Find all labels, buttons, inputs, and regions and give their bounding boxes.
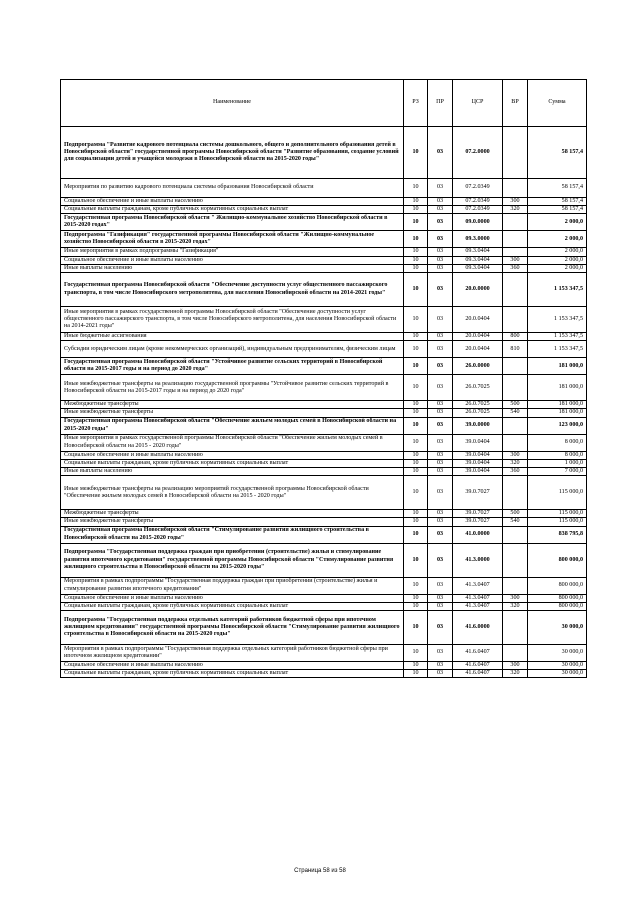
cell-csr: 39.0.0000 — [453, 417, 503, 434]
cell-sum: 838 795,8 — [528, 526, 587, 543]
cell-rz: 10 — [404, 273, 428, 307]
cell-csr: 07.2.0349 — [453, 198, 503, 206]
cell-rz: 10 — [404, 468, 428, 476]
cell-rz: 10 — [404, 375, 428, 401]
cell-vr — [503, 179, 528, 198]
cell-name: Иные межбюджетные трансферты на реализацию мероприятий государственной программы Новосибирской области "Обеспечение жильем молодых семей в Новосибирской области на 2015 - 2020 годы" — [61, 476, 404, 510]
cell-name: Межбюджетные трансферты — [61, 401, 404, 409]
cell-rz: 10 — [404, 307, 428, 333]
cell-csr: 07.2.0000 — [453, 127, 503, 179]
cell-vr — [503, 417, 528, 434]
cell-sum: 2 000,0 — [528, 248, 587, 256]
cell-rz: 10 — [404, 434, 428, 451]
cell-pr: 03 — [428, 127, 453, 179]
cell-pr: 03 — [428, 670, 453, 678]
budget-table — [60, 79, 587, 678]
cell-sum: 58 157,4 — [528, 206, 587, 214]
table-row — [61, 256, 587, 264]
table-row — [61, 214, 587, 231]
cell-pr: 03 — [428, 543, 453, 577]
cell-sum: 2 000,0 — [528, 264, 587, 272]
cell-csr: 20.0.0000 — [453, 273, 503, 307]
table-row — [61, 577, 587, 594]
header-csr: ЦСР — [453, 80, 503, 127]
cell-rz: 10 — [404, 670, 428, 678]
cell-sum: 115 000,0 — [528, 510, 587, 518]
cell-vr: 300 — [503, 451, 528, 459]
cell-pr: 03 — [428, 375, 453, 401]
header-rz: РЗ — [404, 80, 428, 127]
cell-rz: 10 — [404, 662, 428, 670]
table-row — [61, 198, 587, 206]
table-header-row — [61, 80, 587, 127]
table-row — [61, 401, 587, 409]
table-row — [61, 476, 587, 510]
table-row — [61, 179, 587, 198]
cell-pr: 03 — [428, 577, 453, 594]
cell-sum: 1 000,0 — [528, 459, 587, 467]
cell-name: Межбюджетные трансферты — [61, 510, 404, 518]
cell-csr: 39.0.0404 — [453, 468, 503, 476]
cell-pr: 03 — [428, 206, 453, 214]
cell-csr: 26.0.7025 — [453, 401, 503, 409]
cell-name: Иные мероприятия в рамках государственной программы Новосибирской области "Обеспечение жильем молодых семей в Новосибирской области на 2015 - 2020 годы" — [61, 434, 404, 451]
cell-csr: 41.3.0407 — [453, 577, 503, 594]
cell-vr: 540 — [503, 409, 528, 417]
cell-pr: 03 — [428, 451, 453, 459]
table-row — [61, 594, 587, 602]
cell-sum: 1 153 347,5 — [528, 341, 587, 358]
table-row — [61, 662, 587, 670]
cell-rz: 10 — [404, 206, 428, 214]
cell-name: Мероприятия в рамках подпрограммы "Государственная поддержка отдельных категорий работников бюджетной сферы при ипотечном жилищном кредитовании" — [61, 645, 404, 662]
cell-vr: 500 — [503, 510, 528, 518]
cell-sum: 8 000,0 — [528, 451, 587, 459]
table-row — [61, 434, 587, 451]
cell-vr: 320 — [503, 670, 528, 678]
cell-name: Государственная программа Новосибирской области "Обеспечение жильем молодых семей в Новосибирской области на 2015-2020 годы" — [61, 417, 404, 434]
cell-rz: 10 — [404, 264, 428, 272]
cell-sum: 181 000,0 — [528, 358, 587, 375]
cell-vr: 300 — [503, 594, 528, 602]
cell-rz: 10 — [404, 543, 428, 577]
table-row — [61, 273, 587, 307]
cell-vr: 810 — [503, 341, 528, 358]
table-row — [61, 358, 587, 375]
table-row — [61, 510, 587, 518]
cell-rz: 10 — [404, 179, 428, 198]
cell-rz: 10 — [404, 358, 428, 375]
cell-csr: 26.0.7025 — [453, 375, 503, 401]
cell-vr — [503, 307, 528, 333]
cell-csr: 41.3.0407 — [453, 594, 503, 602]
cell-csr: 39.0.0404 — [453, 451, 503, 459]
cell-name: Социальные выплаты гражданам, кроме публичных нормативных социальных выплат — [61, 670, 404, 678]
cell-name: Государственная программа Новосибирской области "Устойчивое развитие сельских территорий в Новосибирской области на 2015-2017 годы и на период до 2020 года" — [61, 358, 404, 375]
cell-vr — [503, 273, 528, 307]
cell-sum: 115 000,0 — [528, 476, 587, 510]
cell-sum: 30 000,0 — [528, 662, 587, 670]
cell-pr: 03 — [428, 468, 453, 476]
cell-csr: 39.0.7027 — [453, 518, 503, 526]
cell-csr: 09.3.0000 — [453, 231, 503, 248]
cell-csr: 07.2.0349 — [453, 206, 503, 214]
cell-rz: 10 — [404, 417, 428, 434]
cell-csr: 41.6.0407 — [453, 662, 503, 670]
table-row — [61, 307, 587, 333]
cell-name: Социальное обеспечение и иные выплаты населению — [61, 451, 404, 459]
cell-sum: 800 000,0 — [528, 543, 587, 577]
table-row — [61, 468, 587, 476]
cell-pr: 03 — [428, 264, 453, 272]
cell-name: Иные бюджетные ассигнования — [61, 333, 404, 341]
cell-name: Иные межбюджетные трансферты — [61, 409, 404, 417]
table-row — [61, 670, 587, 678]
cell-rz: 10 — [404, 341, 428, 358]
cell-rz: 10 — [404, 214, 428, 231]
cell-name: Социальные выплаты гражданам, кроме публичных нормативных социальных выплат — [61, 459, 404, 467]
cell-name: Мероприятия по развитию кадрового потенциала системы образования Новосибирской области — [61, 179, 404, 198]
cell-vr: 320 — [503, 602, 528, 610]
table-row — [61, 543, 587, 577]
cell-pr: 03 — [428, 179, 453, 198]
cell-csr: 41.6.0407 — [453, 670, 503, 678]
cell-csr: 39.0.7027 — [453, 476, 503, 510]
cell-pr: 03 — [428, 214, 453, 231]
cell-rz: 10 — [404, 526, 428, 543]
cell-rz: 10 — [404, 459, 428, 467]
cell-csr: 09.0.0000 — [453, 214, 503, 231]
cell-pr: 03 — [428, 273, 453, 307]
cell-pr: 03 — [428, 341, 453, 358]
cell-vr: 540 — [503, 518, 528, 526]
table-row — [61, 518, 587, 526]
cell-vr — [503, 231, 528, 248]
cell-sum: 181 000,0 — [528, 375, 587, 401]
cell-name: Социальное обеспечение и иные выплаты населению — [61, 662, 404, 670]
table-row — [61, 206, 587, 214]
cell-csr: 20.0.0404 — [453, 307, 503, 333]
cell-pr: 03 — [428, 662, 453, 670]
cell-name: Социальное обеспечение и иные выплаты населению — [61, 198, 404, 206]
cell-csr: 20.0.0404 — [453, 333, 503, 341]
cell-vr: 300 — [503, 662, 528, 670]
cell-csr: 09.3.0404 — [453, 264, 503, 272]
table-row — [61, 417, 587, 434]
cell-sum: 2 000,0 — [528, 256, 587, 264]
table-row — [61, 645, 587, 662]
cell-rz: 10 — [404, 248, 428, 256]
header-sum: Сумма — [528, 80, 587, 127]
cell-vr: 320 — [503, 206, 528, 214]
cell-name: Подпрограмма "Государственная поддержка отдельных категорий работников бюджетной сферы при ипотечном жилищном кредитовании" государственной программы Новосибирской области "Стимулирование развития жилищного строительства в Новосибирской области на 2015-2020 годы" — [61, 611, 404, 645]
cell-pr: 03 — [428, 459, 453, 467]
cell-vr — [503, 358, 528, 375]
cell-pr: 03 — [428, 248, 453, 256]
table-row — [61, 409, 587, 417]
cell-rz: 10 — [404, 256, 428, 264]
cell-name: Государственная программа Новосибирской области " Жилищно-коммунальное хозяйство Новосибирской области в 2015-2020 годах" — [61, 214, 404, 231]
cell-csr: 39.0.0404 — [453, 459, 503, 467]
cell-sum: 1 153 347,5 — [528, 333, 587, 341]
cell-rz: 10 — [404, 451, 428, 459]
cell-name: Иные мероприятия в рамках подпрограммы "Газификация" — [61, 248, 404, 256]
cell-name: Социальное обеспечение и иные выплаты населению — [61, 256, 404, 264]
cell-vr: 320 — [503, 459, 528, 467]
cell-sum: 30 000,0 — [528, 611, 587, 645]
cell-csr: 39.0.7027 — [453, 510, 503, 518]
header-name: Наименование — [61, 80, 404, 127]
cell-pr: 03 — [428, 256, 453, 264]
cell-name: Иные межбюджетные трансферты на реализацию государственной программы "Устойчивое развитие сельских территорий в Новосибирской области на 2015-2017 годы и на период до 2020 года" — [61, 375, 404, 401]
cell-vr: 800 — [503, 333, 528, 341]
cell-pr: 03 — [428, 602, 453, 610]
cell-name: Подпрограмма "Развитие кадрового потенциала системы дошкольного, общего и дополнительного образования детей в Новосибирской области" государственной программы Новосибирской области "Развитие образования, создание условий для социализации детей и учащейся молодежи в Новосибирской области на 2015-2020 годы" — [61, 127, 404, 179]
cell-sum: 800 000,0 — [528, 577, 587, 594]
cell-csr: 41.3.0000 — [453, 543, 503, 577]
cell-sum: 58 157,4 — [528, 198, 587, 206]
cell-sum: 1 153 347,5 — [528, 273, 587, 307]
cell-name: Иные мероприятия в рамках государственной программы Новосибирской области "Обеспечение доступности услуг общественного пассажирского транспорта, в том числе Новосибирского метрополитена, для населения Новосибирской области на 2014-2021 годы" — [61, 307, 404, 333]
cell-pr: 03 — [428, 198, 453, 206]
cell-pr: 03 — [428, 358, 453, 375]
cell-name: Социальное обеспечение и иные выплаты населению — [61, 594, 404, 602]
cell-vr — [503, 434, 528, 451]
header-vr: ВР — [503, 80, 528, 127]
cell-vr: 360 — [503, 468, 528, 476]
cell-csr: 26.0.0000 — [453, 358, 503, 375]
cell-rz: 10 — [404, 476, 428, 510]
table-row — [61, 127, 587, 179]
cell-sum: 800 000,0 — [528, 594, 587, 602]
table-body — [61, 127, 587, 678]
cell-sum: 115 000,0 — [528, 518, 587, 526]
cell-sum: 8 000,0 — [528, 434, 587, 451]
cell-rz: 10 — [404, 577, 428, 594]
cell-rz: 10 — [404, 510, 428, 518]
cell-csr: 07.2.0349 — [453, 179, 503, 198]
cell-name: Социальные выплаты гражданам, кроме публичных нормативных социальных выплат — [61, 602, 404, 610]
cell-pr: 03 — [428, 518, 453, 526]
cell-name: Иные выплаты населению — [61, 468, 404, 476]
cell-sum: 2 000,0 — [528, 214, 587, 231]
table-row — [61, 602, 587, 610]
cell-vr: 360 — [503, 264, 528, 272]
cell-csr: 26.0.7025 — [453, 409, 503, 417]
cell-pr: 03 — [428, 409, 453, 417]
cell-rz: 10 — [404, 594, 428, 602]
cell-rz: 10 — [404, 518, 428, 526]
cell-csr: 09.3.0404 — [453, 248, 503, 256]
cell-name: Государственная программа Новосибирской области "Стимулирование развития жилищного строительства в Новосибирской области на 2015-2020 годы" — [61, 526, 404, 543]
cell-vr — [503, 611, 528, 645]
cell-sum: 1 153 347,5 — [528, 307, 587, 333]
cell-sum: 58 157,4 — [528, 127, 587, 179]
cell-vr: 300 — [503, 198, 528, 206]
cell-vr — [503, 248, 528, 256]
cell-pr: 03 — [428, 434, 453, 451]
table-row — [61, 333, 587, 341]
cell-vr — [503, 476, 528, 510]
cell-pr: 03 — [428, 333, 453, 341]
cell-pr: 03 — [428, 417, 453, 434]
cell-rz: 10 — [404, 401, 428, 409]
table-row — [61, 459, 587, 467]
table-row — [61, 248, 587, 256]
table-row — [61, 231, 587, 248]
cell-name: Иные выплаты населению — [61, 264, 404, 272]
cell-pr: 03 — [428, 645, 453, 662]
cell-sum: 181 000,0 — [528, 401, 587, 409]
cell-pr: 03 — [428, 510, 453, 518]
cell-sum: 800 000,0 — [528, 602, 587, 610]
cell-sum: 123 000,0 — [528, 417, 587, 434]
cell-rz: 10 — [404, 333, 428, 341]
cell-csr: 41.6.0000 — [453, 611, 503, 645]
cell-pr: 03 — [428, 307, 453, 333]
cell-sum: 30 000,0 — [528, 670, 587, 678]
cell-vr — [503, 214, 528, 231]
cell-sum: 7 000,0 — [528, 468, 587, 476]
cell-pr: 03 — [428, 476, 453, 510]
cell-csr: 41.0.0000 — [453, 526, 503, 543]
cell-sum: 2 000,0 — [528, 231, 587, 248]
table-row — [61, 341, 587, 358]
cell-csr: 39.0.0404 — [453, 434, 503, 451]
cell-sum: 58 157,4 — [528, 179, 587, 198]
cell-pr: 03 — [428, 526, 453, 543]
cell-rz: 10 — [404, 602, 428, 610]
cell-name: Иные межбюджетные трансферты — [61, 518, 404, 526]
cell-vr — [503, 127, 528, 179]
cell-pr: 03 — [428, 594, 453, 602]
cell-name: Подпрограмма "Государственная поддержка граждан при приобретении (строительстве) жилья и стимулирование развития ипотечного кредитования" государственной программы Новосибирской области "Стимулирование развития жилищного строительства в Новосибирской области на 2015-2020 годы" — [61, 543, 404, 577]
cell-rz: 10 — [404, 231, 428, 248]
cell-name: Подпрограмма "Газификация" государственной программы Новосибирской области "Жилищно-коммунальное хозяйство Новосибирской области в 2015-2020 годах" — [61, 231, 404, 248]
cell-pr: 03 — [428, 401, 453, 409]
cell-vr — [503, 375, 528, 401]
cell-name: Государственная программа Новосибирской области "Обеспечение доступности услуг общественного пассажирского транспорта, в том числе Новосибирского метрополитена, для населения Новосибирской области на 2014-2021 годы" — [61, 273, 404, 307]
table-row — [61, 526, 587, 543]
cell-rz: 10 — [404, 409, 428, 417]
cell-sum: 181 000,0 — [528, 409, 587, 417]
cell-pr: 03 — [428, 611, 453, 645]
cell-vr — [503, 577, 528, 594]
cell-csr: 20.0.0404 — [453, 341, 503, 358]
cell-csr: 41.3.0407 — [453, 602, 503, 610]
cell-name: Мероприятия в рамках подпрограммы "Государственная поддержка граждан при приобретении (строительстве) жилья и стимулирование развития ипотечного кредитования" — [61, 577, 404, 594]
cell-vr: 300 — [503, 256, 528, 264]
table-row — [61, 451, 587, 459]
cell-rz: 10 — [404, 127, 428, 179]
cell-rz: 10 — [404, 645, 428, 662]
cell-rz: 10 — [404, 611, 428, 645]
cell-vr — [503, 543, 528, 577]
cell-csr: 09.3.0404 — [453, 256, 503, 264]
cell-pr: 03 — [428, 231, 453, 248]
cell-rz: 10 — [404, 198, 428, 206]
cell-name: Социальные выплаты гражданам, кроме публичных нормативных социальных выплат — [61, 206, 404, 214]
cell-vr — [503, 526, 528, 543]
header-pr: ПР — [428, 80, 453, 127]
cell-csr: 41.6.0407 — [453, 645, 503, 662]
page-number: Страница 58 из 58 — [294, 868, 346, 874]
table-row — [61, 611, 587, 645]
cell-sum: 30 000,0 — [528, 645, 587, 662]
cell-vr — [503, 645, 528, 662]
cell-vr: 500 — [503, 401, 528, 409]
table-row — [61, 264, 587, 272]
table-row — [61, 375, 587, 401]
cell-name: Субсидии юридическим лицам (кроме некоммерческих организаций), индивидуальным предпринимателям, физическим лицам — [61, 341, 404, 358]
